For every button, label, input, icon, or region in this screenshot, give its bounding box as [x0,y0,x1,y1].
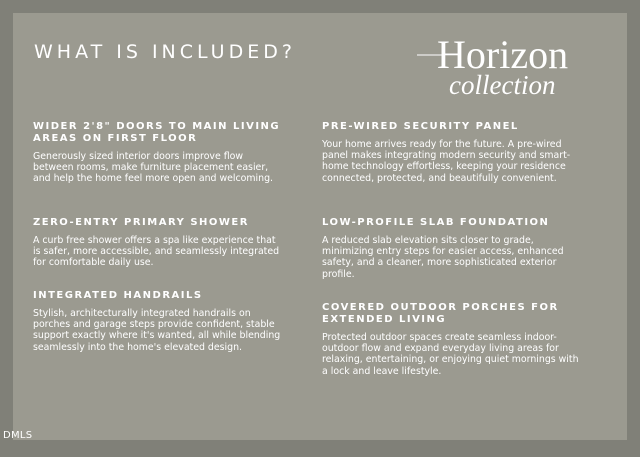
feature-title: WIDER 2'8" DOORS TO MAIN LIVING AREAS ON FIRST FLOOR [33,121,281,144]
feature-description: A curb free shower offers a spa like experience that is safer, more accessible, and seamlessly integrated for comfortable daily use. [33,235,280,269]
feature-slab-foundation [322,217,580,280]
feature-title: PRE-WIRED SECURITY PANEL [322,121,519,132]
dmls-watermark: DMLS [3,430,33,441]
feature-covered-porches [322,302,580,377]
feature-title: COVERED OUTDOOR PORCHES FOR EXTENDED LIVING [322,302,559,325]
logo-wordmark-horizon: Horizon [437,32,569,77]
feature-description: Stylish, architecturally integrated handrails on porches and garage steps provide confident, stable support exactly where it's wanted, all while blending seamlessly into the home's elevated design. [33,308,281,353]
page-title: WHAT IS INCLUDED? [34,41,296,63]
feature-wider-doors [33,121,283,185]
logo-wordmark-collection: collection [449,70,556,100]
feature-title: ZERO-ENTRY PRIMARY SHOWER [33,217,249,228]
feature-description: A reduced slab elevation sits closer to grade, minimizing entry steps for easier access, enhanced safety, and a cleaner, more sophisticated exterior profile. [322,235,564,280]
feature-security-panel [322,121,580,184]
feature-description: Generously sized interior doors improve flow between rooms, make furniture placement easier, and help the home feel more open and welcoming. [33,151,274,185]
horizon-collection-logo [415,24,595,102]
feature-title: LOW-PROFILE SLAB FOUNDATION [322,217,550,228]
feature-description: Protected outdoor spaces create seamless indoor-outdoor flow and expand everyday living areas for relaxing, entertaining, or enjoying quiet mornings with a lock and leave lifestyle. [322,332,579,377]
feature-description: Your home arrives ready for the future. A pre-wired panel makes integrating modern security and smart-home technology effortless, keeping your residence connected, protected, and beautifully convenient. [322,139,571,184]
feature-title: INTEGRATED HANDRAILS [33,290,203,301]
feature-zero-entry-shower [33,217,285,269]
feature-integrated-handrails [33,290,283,353]
